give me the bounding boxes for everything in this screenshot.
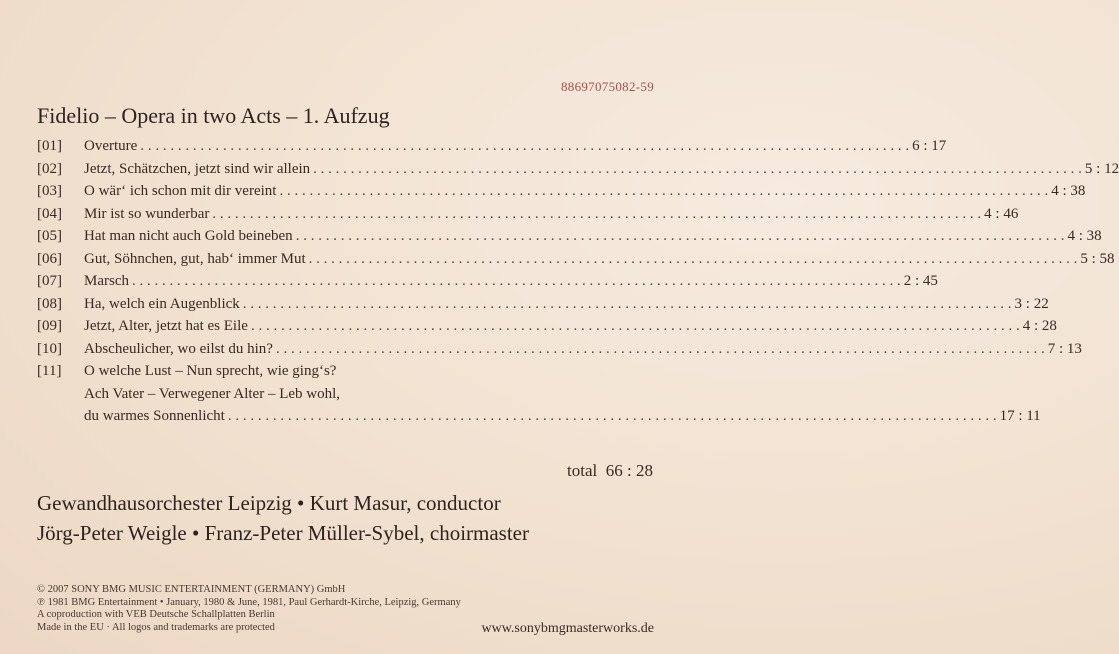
track-row <box>37 338 1082 361</box>
track-number: [04] <box>37 205 62 222</box>
track-title: Ach Vater – Verwegener Alter – Leb wohl, <box>84 385 341 402</box>
credit-choir: Jörg-Peter Weigle • Franz-Peter Müller-Sybel, choirmaster <box>37 521 529 545</box>
track-duration: 4 : 28 <box>1022 318 1057 334</box>
dot-leader <box>279 180 1048 203</box>
track-row <box>37 270 938 293</box>
track-number: [03] <box>37 183 62 199</box>
track-row <box>37 248 1115 271</box>
legal-line: A coproduction with VEB Deutsche Schallplatten Berlin <box>37 609 275 620</box>
track-title: O welche Lust – Nun sprecht, wie ging‘s? <box>84 363 337 379</box>
total-value: 66 : 28 <box>605 461 653 480</box>
track-row <box>37 225 1102 248</box>
dot-leader <box>212 203 981 226</box>
track-title: Marsch <box>84 273 129 289</box>
track-duration: 5 : 12 <box>1084 160 1119 177</box>
legal-line: Made in the EU · All logos and trademarks are protected <box>37 621 275 633</box>
track-row <box>37 135 947 158</box>
dot-leader <box>243 293 1012 316</box>
track-row <box>37 180 1086 203</box>
track-title: Hat man nicht auch Gold beineben <box>84 228 293 244</box>
dot-leader <box>251 315 1020 338</box>
track-title: du warmes Sonnenlicht <box>84 408 225 424</box>
legal-line: ℗ 1981 BMG Entertainment • January, 1980 & June, 1981, Paul Gerhardt-Kirche, Leipzig, Germany <box>37 596 461 608</box>
track-number: [07] <box>37 273 62 289</box>
track-number: [02] <box>37 160 62 177</box>
track-title: O wär‘ ich schon mit dir vereint <box>84 183 277 199</box>
dot-leader <box>313 158 1082 181</box>
track-number: [09] <box>37 318 62 334</box>
track-list <box>37 135 1119 428</box>
track-number: [05] <box>37 228 62 244</box>
track-duration: 17 : 11 <box>999 408 1041 424</box>
track-number: [01] <box>37 138 62 154</box>
track-title: Jetzt, Alter, jetzt hat es Eile <box>84 318 248 334</box>
legal-notice <box>37 584 461 634</box>
dot-leader <box>309 248 1078 271</box>
catalog-number: 88697075082-59 <box>560 79 654 94</box>
website-url: www.sonybmgmasterworks.de <box>481 621 654 636</box>
track-title: Ha, welch ein Augenblick <box>84 295 240 312</box>
track-number: [10] <box>37 340 62 357</box>
opera-title: Fidelio – Opera in two Acts – 1. Aufzug <box>37 103 390 128</box>
track-duration: 7 : 13 <box>1047 340 1082 357</box>
total-duration <box>567 461 653 481</box>
dot-leader <box>296 225 1065 248</box>
track-title: Abscheulicher, wo eilst du hin? <box>84 340 273 357</box>
legal-line: © 2007 SONY BMG MUSIC ENTERTAINMENT (GERMANY) GmbH <box>37 584 346 595</box>
track-number: [08] <box>37 295 62 312</box>
track-duration: 5 : 58 <box>1080 250 1115 267</box>
track-duration: 4 : 46 <box>984 205 1019 222</box>
total-label: total <box>567 461 598 480</box>
credits <box>37 488 529 548</box>
track-row <box>37 158 1119 181</box>
track-title: Mir ist so wunderbar <box>84 205 210 222</box>
dot-leader <box>132 270 901 293</box>
dot-leader <box>276 338 1045 361</box>
track-row <box>37 315 1057 338</box>
track-number: [11] <box>37 363 62 379</box>
track-duration: 4 : 38 <box>1067 228 1102 244</box>
track-duration: 6 : 17 <box>912 138 947 154</box>
track-title: Gut, Söhnchen, gut, hab‘ immer Mut <box>84 250 306 267</box>
dot-leader <box>228 405 997 428</box>
track-number: [06] <box>37 250 62 267</box>
track-row <box>37 293 1049 316</box>
track-row <box>37 203 1019 226</box>
credit-orchestra: Gewandhausorchester Leipzig • Kurt Masur, conductor <box>37 491 501 515</box>
track-duration: 4 : 38 <box>1051 183 1086 199</box>
dot-leader <box>140 135 909 158</box>
track-duration: 2 : 45 <box>903 273 938 289</box>
track-title: Jetzt, Schätzchen, jetzt sind wir allein <box>84 160 311 177</box>
track-duration: 3 : 22 <box>1014 295 1049 312</box>
track-row <box>37 360 1041 428</box>
track-title: Overture <box>84 138 138 154</box>
